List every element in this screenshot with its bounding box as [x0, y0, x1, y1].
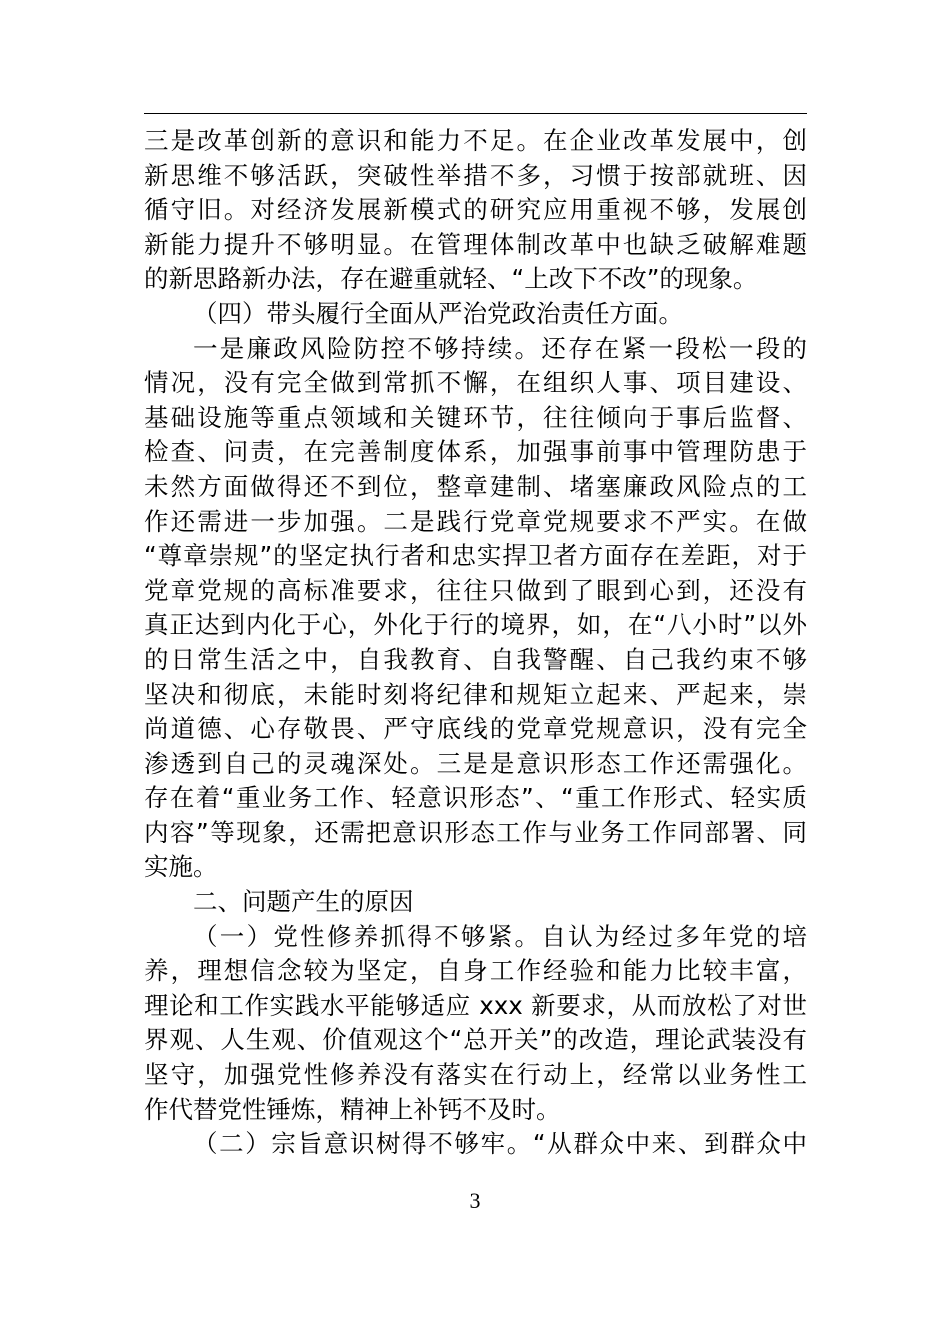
- page-number: 3: [469, 1188, 481, 1213]
- text-line: 理论和工作实践水平能够适应 xxx 新要求，从而放松了对世: [144, 990, 807, 1020]
- text-line: （二）宗旨意识树得不够牢。“从群众中来、到群众中: [193, 1129, 807, 1159]
- text-line: 存在着“重业务工作、轻意识形态”、“重工作形式、轻实质: [144, 783, 807, 813]
- text-line: 尚道德、心存敬畏、严守底线的党章党规意识，没有完全: [144, 714, 807, 744]
- body-text: [144, 124, 807, 1162]
- text-line: 三是改革创新的意识和能力不足。在企业改革发展中，创: [144, 126, 807, 155]
- text-line: “尊章崇规”的坚定执行者和忠实捍卫者方面存在差距，对于: [144, 541, 807, 571]
- text-line: 的日常生活之中，自我教育、自我警醒、自己我约束不够: [144, 644, 807, 674]
- text-line: 作代替党性锤炼，精神上补钙不及时。: [144, 1094, 561, 1124]
- text-line: 养，理想信念较为坚定，自身工作经验和能力比较丰富，: [144, 956, 807, 986]
- text-line: 实施。: [144, 852, 218, 882]
- text-line: 作还需进一步加强。二是践行党章党规要求不严实。在做: [144, 506, 807, 536]
- text-line: 循守旧。对经济发展新模式的研究应用重视不够，发展创: [144, 195, 807, 225]
- text-line: 未然方面做得还不到位，整章建制、堵塞廉政风险点的工: [144, 471, 807, 501]
- text-line: 新思维不够活跃，突破性举措不多，习惯于按部就班、因: [144, 160, 807, 190]
- text-line: （一）党性修养抓得不够紧。自认为经过多年党的培: [193, 921, 807, 951]
- text-line: 坚守，加强党性修养没有落实在行动上，经常以业务性工: [144, 1060, 807, 1090]
- header-rule: [144, 113, 807, 114]
- text-line: 党章党规的高标准要求，往往只做到了眼到心到，还没有: [144, 575, 807, 605]
- text-line: 一是廉政风险防控不够持续。还存在紧一段松一段的: [193, 333, 807, 363]
- text-line: 检查、问责，在完善制度体系，加强事前事中管理防患于: [144, 437, 807, 467]
- text-line: 坚决和彻底，未能时刻将纪律和规矩立起来、严起来，崇: [144, 679, 807, 709]
- text-line: 新能力提升不够明显。在管理体制改革中也缺乏破解难题: [144, 229, 807, 259]
- text-line: 内容”等现象，还需把意识形态工作与业务工作同部署、同: [144, 817, 807, 847]
- text-line: 渗透到自己的灵魂深处。三是是意识形态工作还需强化。: [144, 748, 807, 778]
- text-line: 界观、人生观、价值观这个“总开关”的改造，理论武装没有: [144, 1025, 807, 1055]
- text-line: 的新思路新办法，存在避重就轻、“上改下不改”的现象。: [144, 264, 758, 294]
- text-line: 情况，没有完全做到常抓不懈，在组织人事、项目建设、: [144, 368, 807, 398]
- text-line: 基础设施等重点领域和关键环节，往往倾向于事后监督、: [144, 402, 807, 432]
- section-heading: 二、问题产生的原因: [193, 887, 414, 917]
- text-line: 真正达到内化于心，外化于行的境界，如，在“八小时”以外: [144, 610, 807, 640]
- section-heading: （四）带头履行全面从严治党政治责任方面。: [193, 298, 683, 328]
